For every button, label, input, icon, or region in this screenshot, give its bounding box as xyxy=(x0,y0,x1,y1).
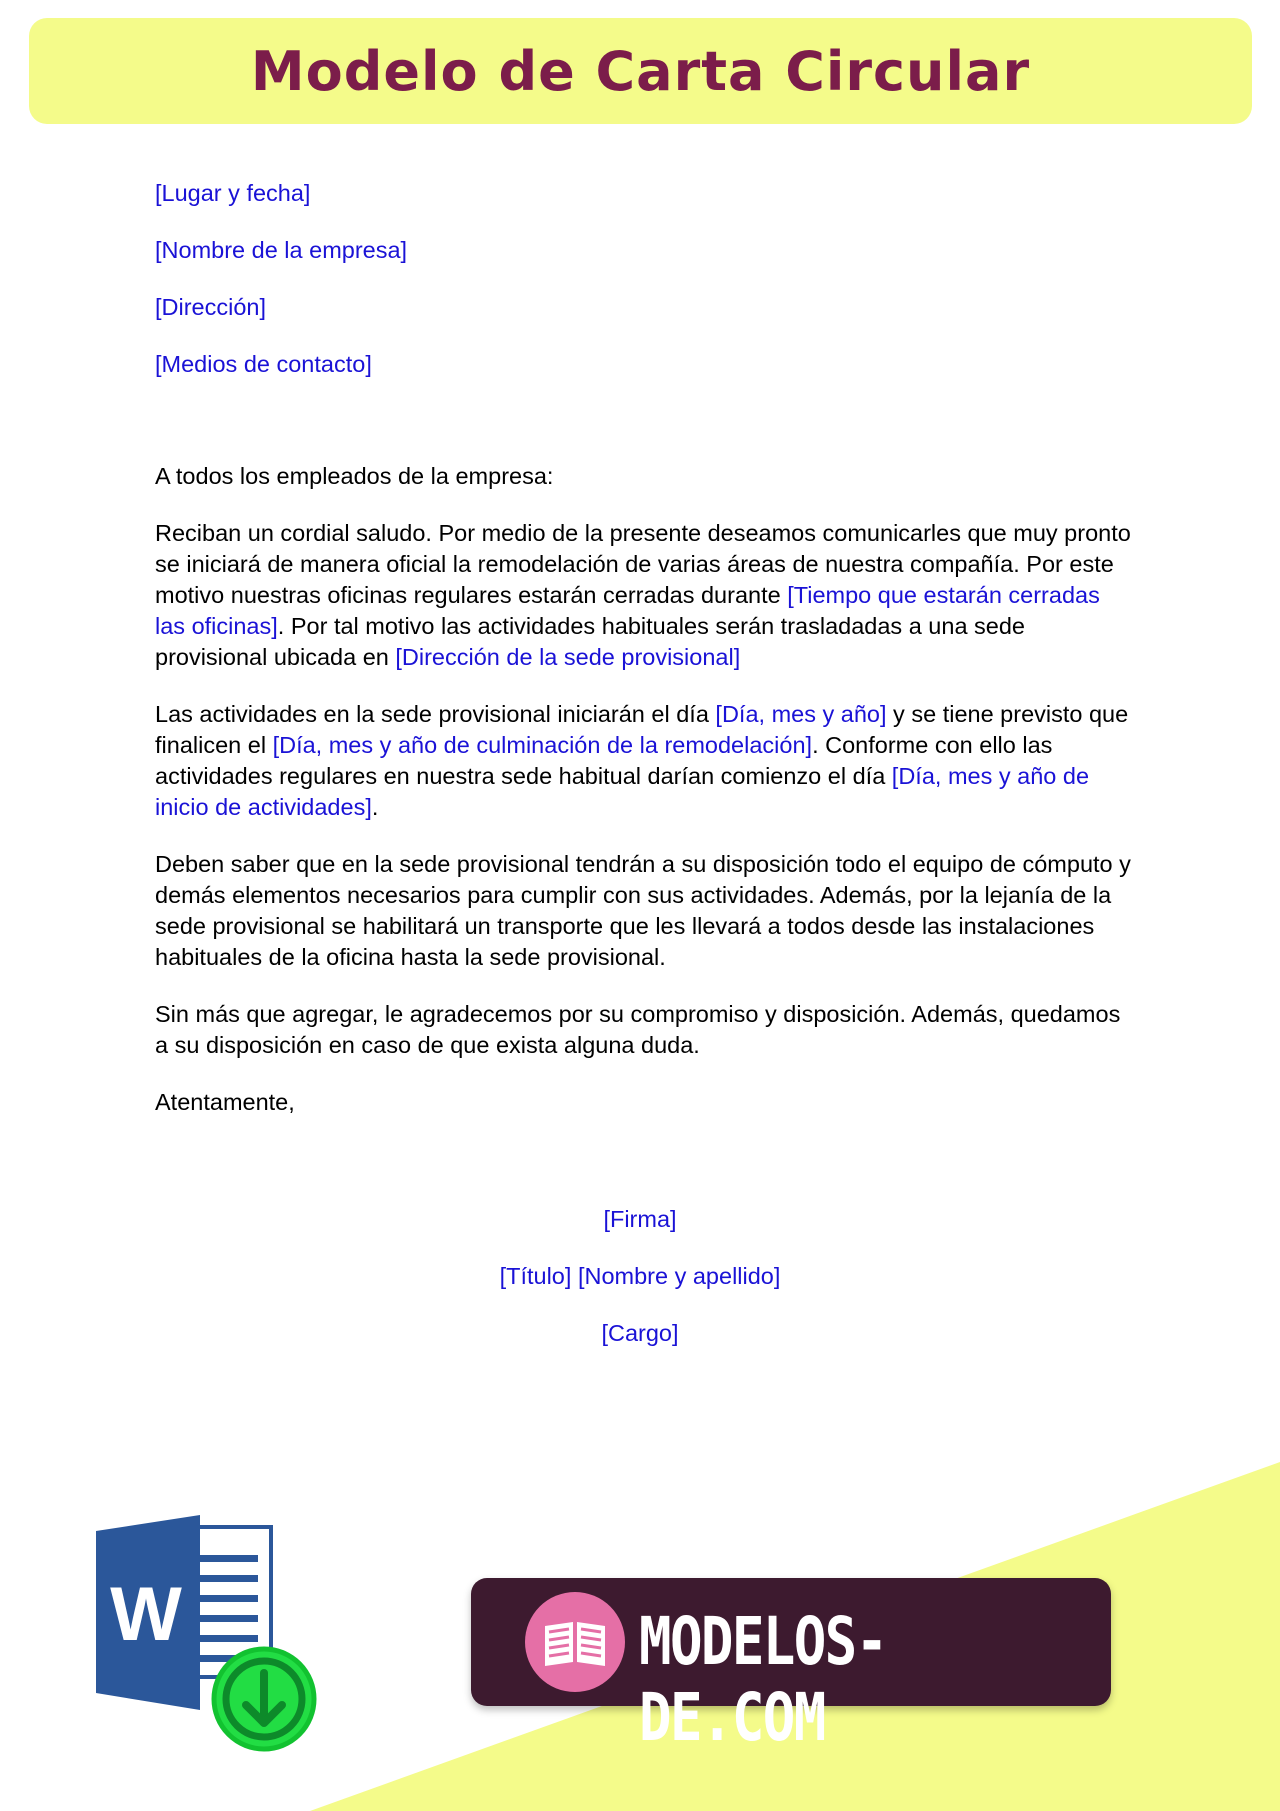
signer-role: [Cargo] xyxy=(601,1320,679,1346)
brand-logo[interactable] xyxy=(471,1578,1111,1756)
brand-circle xyxy=(525,1592,625,1692)
p2-text-g: . xyxy=(371,794,379,820)
p1-placeholder-temp-address: [Dirección de la sede provisional] xyxy=(395,644,741,670)
paragraph-2 xyxy=(155,699,1135,823)
paragraph-4: Sin más que agregar, le agradecemos por su compromiso y disposición. Además, quedamos a su disposición en caso de que exista alguna duda. xyxy=(155,1001,1121,1058)
contact-means: [Medios de contacto] xyxy=(155,351,372,377)
p2-placeholder-resume-date: [Día, mes y año de inicio de actividades] xyxy=(155,763,1090,820)
p2-placeholder-end-date: [Día, mes y año de culminación de la remodelación] xyxy=(272,732,813,758)
paragraph-1 xyxy=(155,518,1135,673)
p2-text-c: y se tiene previsto que finalicen el xyxy=(155,701,1129,758)
signer-name: [Título] [Nombre y apellido] xyxy=(499,1263,781,1289)
p1-text-a: Reciban un cordial saludo. Por medio de la presente deseamos comunicarles que muy pronto se iniciará de manera oficial la remodelación de varias áreas de nuestra compañía. Por este motivo nuestras oficinas regulares estarán cerradas durante xyxy=(155,520,1131,608)
letter-body xyxy=(155,178,1135,1144)
address: [Dirección] xyxy=(155,294,267,320)
paragraph-3: Deben saber que en la sede provisional tendrán a su disposición todo el equipo de cómputo y demás elementos necesarios para cumplir con sus actividades. Además, por la lejanía de la sede provisional se habilitará un transporte que les llevará a todos desde las instalaciones habituales de la oficina hasta la sede provisional. xyxy=(155,851,1131,970)
closing: Atentamente, xyxy=(155,1089,295,1115)
p2-text-a: Las actividades en la sede provisional iniciarán el día xyxy=(155,701,716,727)
brand-text: MODELOS-DE.COM xyxy=(639,1603,887,1756)
letter-header xyxy=(155,178,1135,380)
page-title: Modelo de Carta Circular xyxy=(250,39,1031,103)
word-icon-letter: W xyxy=(110,1572,182,1657)
word-download-icon[interactable] xyxy=(96,1515,321,1760)
place-date: [Lugar y fecha] xyxy=(155,180,311,206)
company-name: [Nombre de la empresa] xyxy=(155,237,408,263)
download-arrow-icon xyxy=(214,1649,314,1749)
title-banner xyxy=(29,18,1252,124)
p2-placeholder-start-date: [Día, mes y año] xyxy=(715,701,887,727)
p1-text-c: . Por tal motivo las actividades habituales serán trasladadas a una sede provisional ubicada en xyxy=(155,613,1025,670)
greeting: A todos los empleados de la empresa: xyxy=(155,463,554,489)
signature-block xyxy=(155,1204,1125,1375)
p2-text-e: . Conforme con ello las actividades regulares en nuestra sede habitual darían comienzo el día xyxy=(155,732,1053,789)
signature-placeholder: [Firma] xyxy=(603,1206,677,1232)
open-book-icon xyxy=(525,1592,625,1692)
p1-placeholder-closure-time: [Tiempo que estarán cerradas las oficinas] xyxy=(155,582,1100,639)
